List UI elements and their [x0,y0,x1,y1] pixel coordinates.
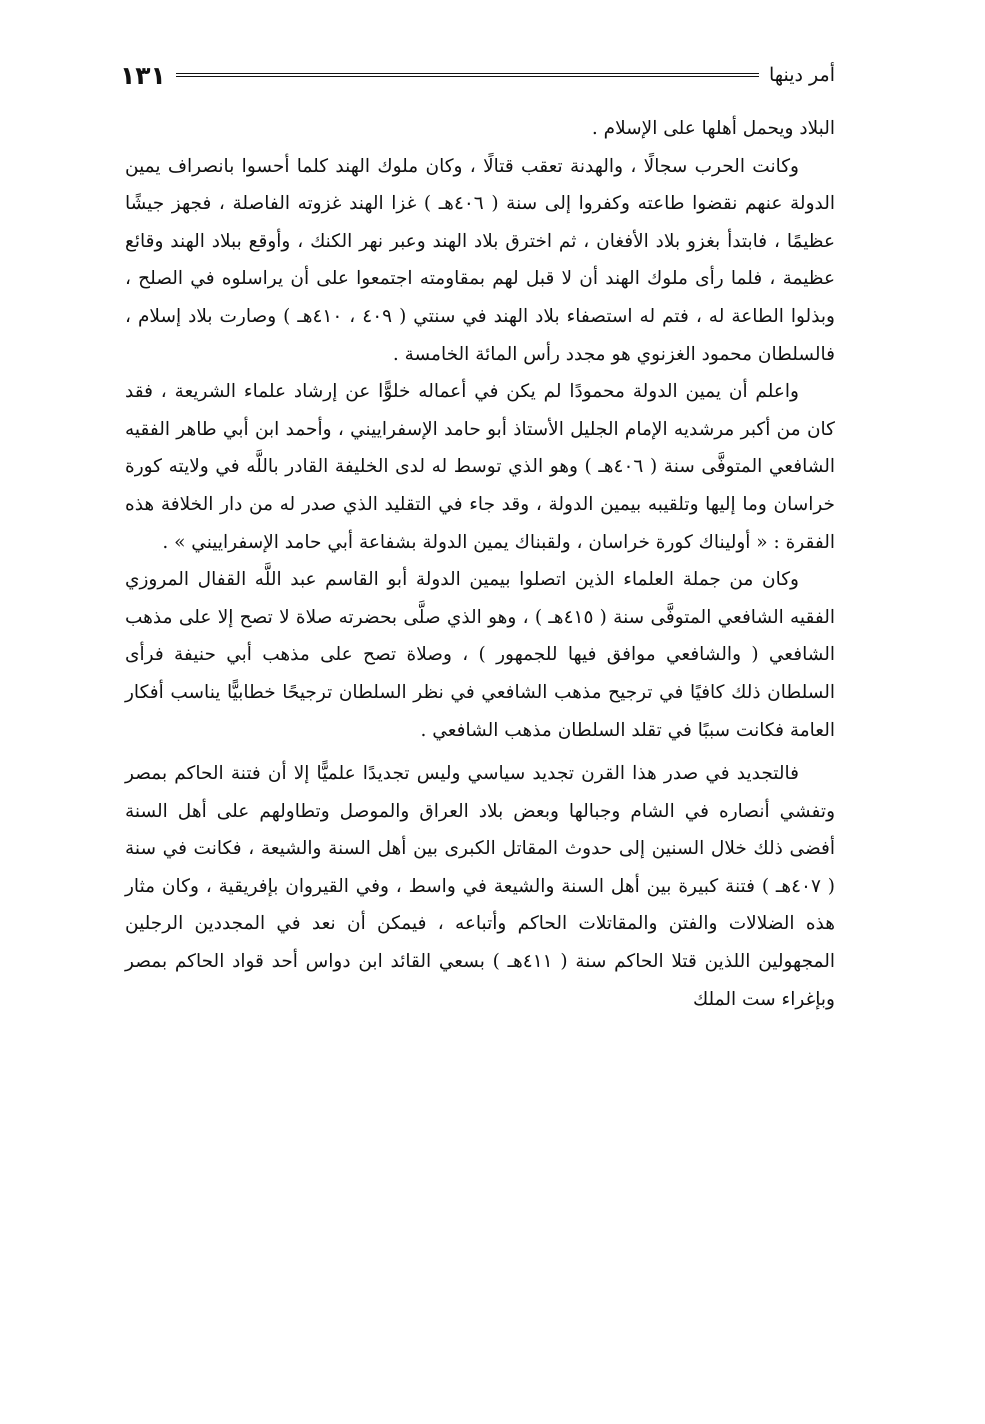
paragraph-2: وكانت الحرب سجالًا ، والهدنة تعقب قتالًا ، وكان ملوك الهند كلما أحسوا بانصراف يمين الدولة عنهم نقضوا طاعته وكفروا إلى سنة ( ٤٠٦هـ ) غزا الهند غزوته الفاصلة ، فجهز جيشًا عظيمًا ، فابتدأ بغزو بلاد الأفغان ، ثم اخترق بلاد الهند وعبر نهر الكنك ، وأوقع ببلاد الهند وقائع عظيمة ، فلما رأى ملوك الهند أن لا قبل لهم بمقاومته اجتمعوا على أن يراسلوه في الصلح ، وبذلوا الطاعة له ، فتم له استصفاء بلاد الهند في سنتي ( ٤٠٩ ، ٤١٠هـ ) وصارت بلاد إسلام ، فالسلطان محمود الغزنوي هو مجدد رأس المائة الخامسة . [125,155,835,365]
paragraph-4: وكان من جملة العلماء الذين اتصلوا بيمين الدولة أبو القاسم عبد اللَّه القفال المروزي الفقيه الشافعي المتوفَّى سنة ( ٤١٥هـ ) ، وهو الذي صلَّى بحضرته صلاة لا تصح إلا على مذهب الشافعي ( والشافعي موافق فيها للجمهور ) ، وصلاة تصح على مذهب أبي حنيفة فرأى السلطان ذلك كافيًا في ترجيح مذهب الشافعي في نظر السلطان ترجيحًا خطابيًّا يناسب أفكار العامة فكانت سببًا في تقلد السلطان مذهب الشافعي . [125,569,835,741]
page-number: ١٣١ [120,60,166,90]
page-header [120,58,835,92]
body-text [125,110,835,1018]
header-rule [176,73,759,77]
paragraph-3: واعلم أن يمين الدولة محمودًا لم يكن في أعماله خلوًّا عن إرشاد علماء الشريعة ، فقد كان من أكبر مرشديه الإمام الجليل الأستاذ أبو حامد الإسفراييني ، وأحمد ابن أبي طاهر الفقيه الشافعي المتوفَّى سنة ( ٤٠٦هـ ) وهو الذي توسط له لدى الخليفة القادر باللَّه في ولايته كورة خراسان وما إليها وتلقيبه بيمين الدولة ، وقد جاء في التقليد الذي صدر له من دار الخلافة هذه الفقرة : « أوليناك كورة خراسان ، ولقبناك يمين الدولة بشفاعة أبي حامد الإسفراييني » . [125,381,835,553]
paragraph-5: فالتجديد في صدر هذا القرن تجديد سياسي وليس تجديدًا علميًّا إلا أن فتنة الحاكم بمصر وتفشي أنصاره في الشام وجبالها وبعض بلاد العراق والموصل وتطاولهم على أهل السنة أفضى ذلك خلال السنين إلى حدوث المقاتل الكبرى بين أهل السنة والشيعة ، فكانت في سنة ( ٤٠٧هـ ) فتنة كبيرة بين أهل السنة والشيعة في واسط ، وفي القيروان بإفريقية ، وكان مثار هذه الضلالات والفتن والمقاتلات الحاكم وأتباعه ، فيمكن أن نعد في المجددين الرجلين المجهولين اللذين قتلا الحاكم سنة ( ٤١١هـ ) بسعي القائد ابن دواس أحد قواد الحاكم بمصر وبإغراء ست الملك [125,763,835,1010]
paragraph-1: البلاد ويحمل أهلها على الإسلام . [591,118,835,139]
running-title: أمر دينها [768,64,835,86]
